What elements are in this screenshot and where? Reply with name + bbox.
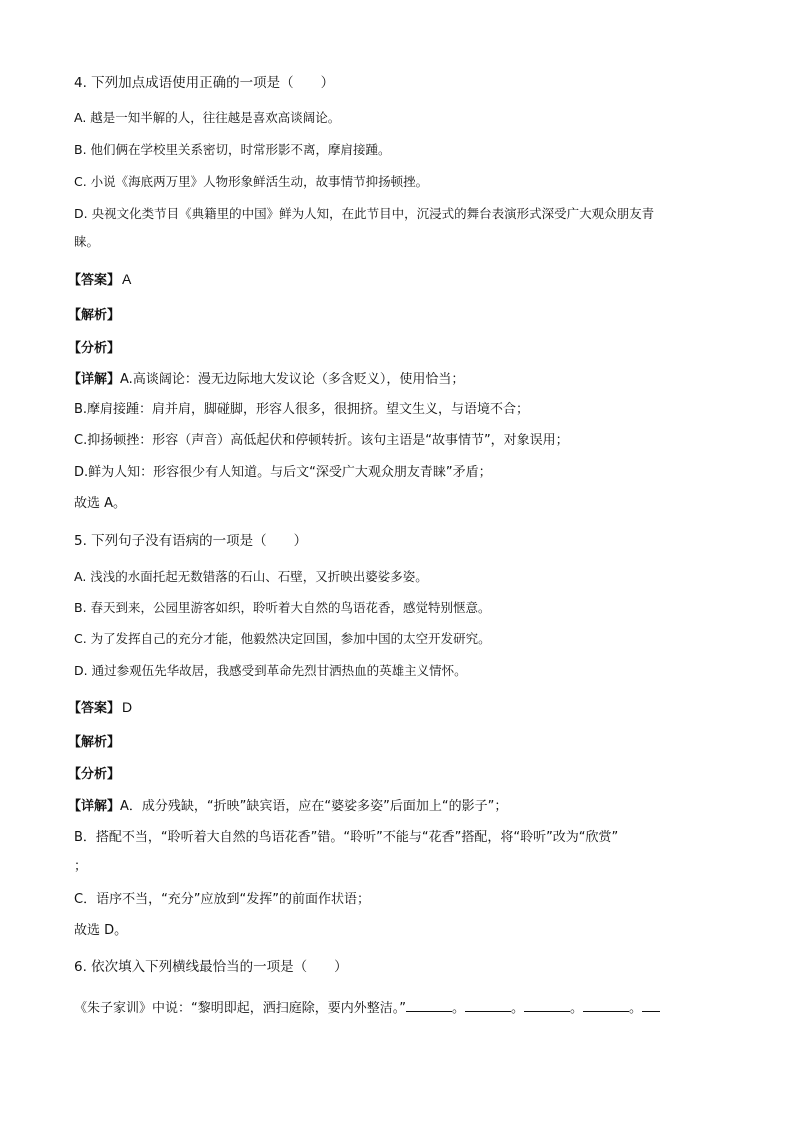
- q4-conclusion: 故选 A。: [74, 496, 127, 511]
- q5-answer-label: 【答案】: [68, 701, 121, 716]
- q4-answer: [68, 269, 728, 291]
- q6-blank-5[interactable]: [642, 997, 660, 1012]
- q5-detail-a: [68, 797, 728, 817]
- question-4-stem: 4. 下列加点成语使用正确的一项是（ ）: [74, 75, 335, 91]
- q4-fenxi-label: 【分析】: [68, 341, 121, 356]
- q5-fenxi-label: 【分析】: [68, 767, 121, 782]
- q5-option-d: D. 通过参观伍先华故居，我感受到革命先烈甘洒热血的英雄主义情怀。: [74, 663, 467, 678]
- q5-option-a: A. 浅浅的水面托起无数错落的石山、石壁，又折映出婆娑多姿。: [74, 569, 428, 584]
- q4-option-b: B. 他们俩在学校里关系密切，时常形影不离，摩肩接踵。: [74, 142, 391, 157]
- q4-analysis-label: 【解析】: [68, 308, 121, 323]
- q4-answer-value: A: [122, 271, 132, 287]
- question-6-stem: 6. 依次填入下列横线最恰当的一项是（ ）: [74, 959, 348, 975]
- q5-option-b: B. 春天到来，公园里游客如织，聆听着大自然的鸟语花香，感觉特别惬意。: [74, 600, 491, 615]
- q4-detail-b: B.摩肩接踵：肩并肩，脚碰脚，形容人很多，很拥挤。望文生义，与语境不合；: [74, 402, 530, 417]
- question-5-stem: 5. 下列句子没有语病的一项是（ ）: [74, 533, 308, 549]
- q6-blank-2[interactable]: [465, 997, 511, 1012]
- q6-separator-4: 。: [629, 1001, 643, 1016]
- q4-detail-a-text: A.高谈阔论：漫无边际地大发议论（多含贬义），使用恰当；: [120, 372, 465, 387]
- q5-detail-label: 【详解】: [68, 799, 121, 814]
- q4-detail-d: D.鲜为人知：形容很少有人知道。与后文“深受广大观众朋友青睐”矛盾；: [74, 465, 492, 480]
- q5-analysis-label: 【解析】: [68, 735, 121, 750]
- q6-separator-2: 。: [511, 1001, 525, 1016]
- q6-separator-1: 。: [451, 1001, 465, 1016]
- q4-detail-label: 【详解】: [68, 372, 121, 387]
- q4-option-c: C. 小说《海底两万里》人物形象鲜活生动，故事情节抑扬顿挫。: [74, 174, 429, 189]
- q6-blank-1[interactable]: [406, 997, 452, 1012]
- q4-option-d-continued: 睐。: [74, 234, 100, 249]
- q5-detail-b-continued: ；: [74, 859, 88, 874]
- q5-detail-a-text: A．成分残缺，“折映”缺宾语，应在“婆娑多姿”后面加上“的影子”；: [120, 799, 508, 814]
- q5-detail-b: B．搭配不当，“聆听着大自然的鸟语花香”错。“聆听”不能与“花香”搭配，将“聆听”改为“欣赏”: [74, 830, 619, 845]
- q6-fill-line: [74, 997, 734, 1019]
- q5-answer-value: D: [122, 699, 133, 715]
- q4-detail-a: [68, 370, 728, 390]
- q5-detail-c: C．语序不当，“充分”应放到“发挥”的前面作状语；: [74, 892, 371, 907]
- q5-answer: [68, 697, 728, 719]
- q5-conclusion: 故选 D。: [74, 923, 128, 938]
- q4-detail-c: C.抑扬顿挫：形容（声音）高低起伏和停顿转折。该句主语是“故事情节”，对象误用；: [74, 433, 569, 448]
- q6-line-start: 《朱子家训》中说：“黎明即起，洒扫庭除，要内外整洁。”: [74, 1001, 406, 1016]
- q6-blank-3[interactable]: [524, 997, 570, 1012]
- q6-blank-4[interactable]: [583, 997, 629, 1012]
- q5-option-c: C. 为了发挥自己的充分才能，他毅然决定回国，参加中国的太空开发研究。: [74, 631, 491, 646]
- q4-option-a: A. 越是一知半解的人，往往越是喜欢高谈阔论。: [74, 110, 341, 125]
- q4-answer-label: 【答案】: [68, 273, 121, 288]
- q6-separator-3: 。: [570, 1001, 584, 1016]
- q4-option-d: D. 央视文化类节目《典籍里的中国》鲜为人知，在此节目中，沉浸式的舞台表演形式深受广大观众朋友青: [74, 206, 655, 221]
